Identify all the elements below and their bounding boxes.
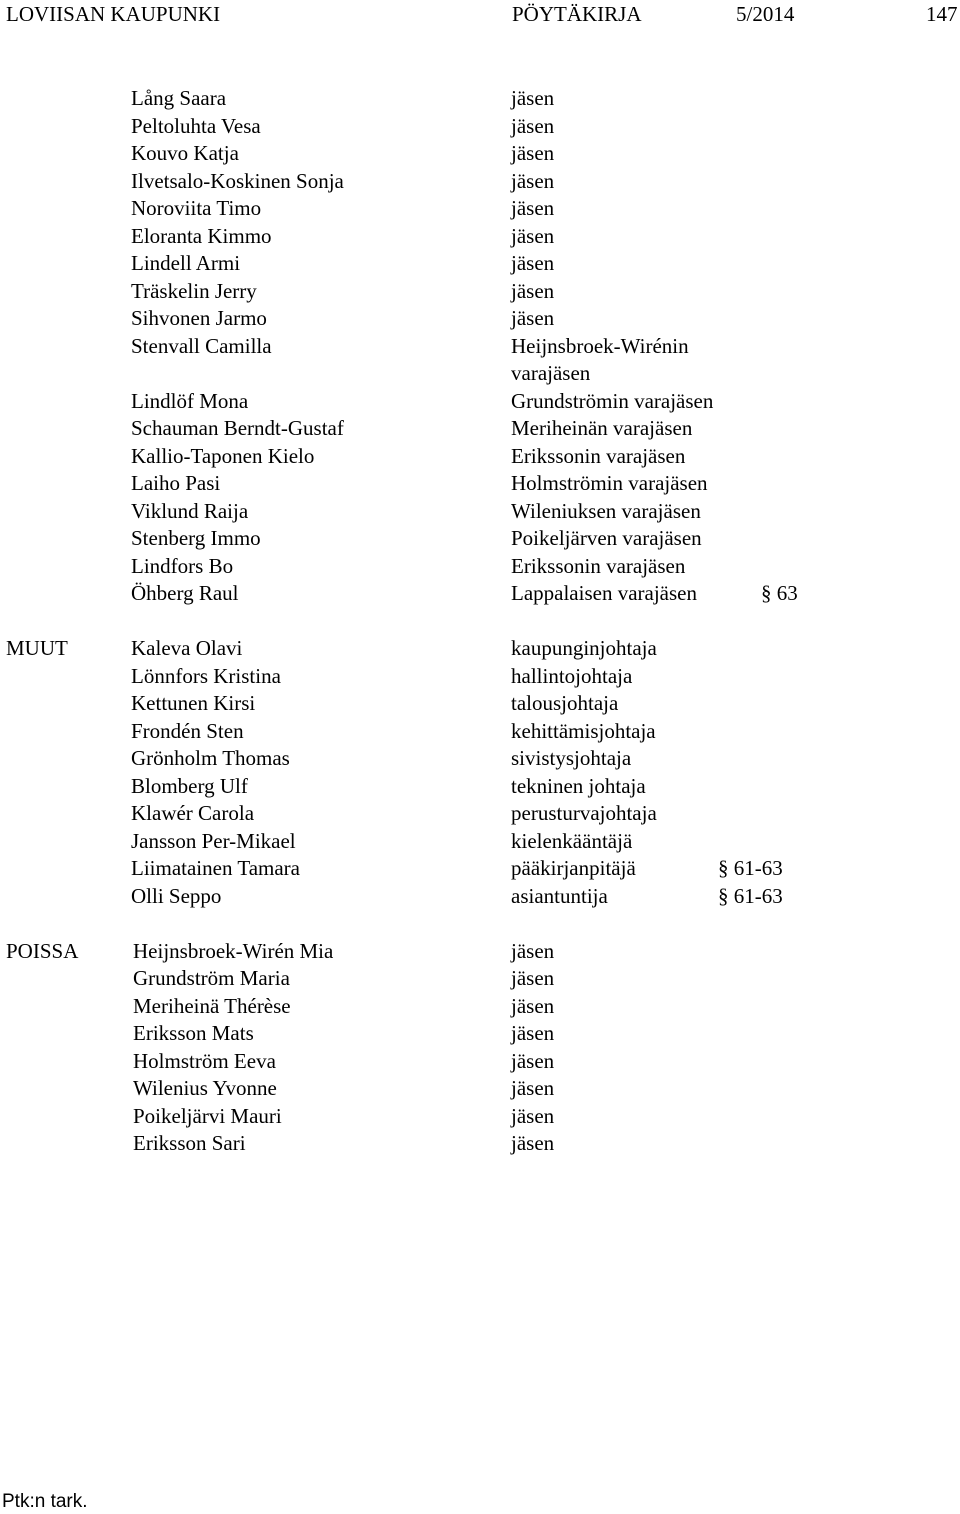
absent-name: Wilenius Yvonne bbox=[133, 1076, 277, 1100]
person-name: Jansson Per-Mikael bbox=[131, 829, 296, 853]
absent-role: jäsen bbox=[511, 994, 555, 1018]
absent-name: Grundström Maria bbox=[133, 966, 290, 990]
member-role: Lappalaisen varajäsen bbox=[511, 581, 697, 605]
member-name: Eloranta Kimmo bbox=[131, 224, 272, 248]
member-role: jäsen bbox=[511, 169, 555, 193]
member-name: Noroviita Timo bbox=[131, 196, 262, 220]
document-type: PÖYTÄKIRJA bbox=[512, 2, 642, 26]
member-name: Stenvall Camilla bbox=[131, 334, 272, 358]
member-role: jäsen bbox=[511, 224, 555, 248]
member-role: jäsen bbox=[511, 141, 555, 165]
absent-name: Holmström Eeva bbox=[133, 1049, 276, 1073]
absent-role: jäsen bbox=[511, 1104, 555, 1128]
person-name: Grönholm Thomas bbox=[131, 746, 290, 770]
section-label-poissa: POISSA bbox=[6, 939, 79, 963]
organization-name: LOVIISAN KAUPUNKI bbox=[6, 2, 221, 26]
absent-name: Eriksson Mats bbox=[133, 1021, 254, 1045]
person-title: kaupunginjohtaja bbox=[511, 636, 657, 660]
member-name: Peltoluhta Vesa bbox=[131, 114, 261, 138]
member-role: Wileniuksen varajäsen bbox=[511, 499, 701, 523]
person-name: Kettunen Kirsi bbox=[131, 691, 256, 715]
person-name: Olli Seppo bbox=[131, 884, 222, 908]
section-reference: § 63 bbox=[761, 581, 798, 605]
member-name: Sihvonen Jarmo bbox=[131, 306, 267, 330]
member-role: jäsen bbox=[511, 114, 555, 138]
absent-name: Heijnsbroek-Wirén Mia bbox=[133, 939, 334, 963]
member-name: Lindfors Bo bbox=[131, 554, 234, 578]
person-title: sivistysjohtaja bbox=[511, 746, 632, 770]
section-reference: § 61-63 bbox=[718, 856, 783, 880]
person-title: asiantuntija bbox=[511, 884, 608, 908]
member-name: Lång Saara bbox=[131, 86, 227, 110]
member-name: Ilvetsalo-Koskinen Sonja bbox=[131, 169, 344, 193]
person-title: perusturvajohtaja bbox=[511, 801, 657, 825]
section-label-muut: MUUT bbox=[6, 636, 68, 660]
issue-number: 5/2014 bbox=[736, 2, 795, 26]
member-role: Poikeljärven varajäsen bbox=[511, 526, 702, 550]
member-role: jäsen bbox=[511, 86, 555, 110]
member-name: Träskelin Jerry bbox=[131, 279, 257, 303]
member-role: Meriheinän varajäsen bbox=[511, 416, 693, 440]
person-title: talousjohtaja bbox=[511, 691, 619, 715]
absent-name: Poikeljärvi Mauri bbox=[133, 1104, 282, 1128]
absent-name: Eriksson Sari bbox=[133, 1131, 246, 1155]
page-number: 147 bbox=[926, 2, 958, 26]
member-name: Kallio-Taponen Kielo bbox=[131, 444, 315, 468]
member-name: Lindlöf Mona bbox=[131, 389, 249, 413]
member-role: jäsen bbox=[511, 279, 555, 303]
person-title: kielenkääntäjä bbox=[511, 829, 633, 853]
member-role: Erikssonin varajäsen bbox=[511, 554, 686, 578]
absent-role: jäsen bbox=[511, 966, 555, 990]
person-name: Blomberg Ulf bbox=[131, 774, 248, 798]
absent-name: Meriheinä Thérèse bbox=[133, 994, 291, 1018]
absent-role: jäsen bbox=[511, 1049, 555, 1073]
person-title: hallintojohtaja bbox=[511, 664, 633, 688]
member-name: Kouvo Katja bbox=[131, 141, 239, 165]
absent-role: jäsen bbox=[511, 1021, 555, 1045]
member-name: Viklund Raija bbox=[131, 499, 249, 523]
member-name: Laiho Pasi bbox=[131, 471, 221, 495]
member-name: Schauman Berndt-Gustaf bbox=[131, 416, 344, 440]
person-name: Lönnfors Kristina bbox=[131, 664, 281, 688]
person-title: pääkirjanpitäjä bbox=[511, 856, 636, 880]
absent-role: jäsen bbox=[511, 1076, 555, 1100]
person-name: Liimatainen Tamara bbox=[131, 856, 300, 880]
person-title: tekninen johtaja bbox=[511, 774, 646, 798]
member-role: jäsen bbox=[511, 251, 555, 275]
member-name: Lindell Armi bbox=[131, 251, 241, 275]
member-role: varajäsen bbox=[511, 361, 591, 385]
person-name: Frondén Sten bbox=[131, 719, 244, 743]
member-role: Erikssonin varajäsen bbox=[511, 444, 686, 468]
person-name: Kaleva Olavi bbox=[131, 636, 243, 660]
member-name: Öhberg Raul bbox=[131, 581, 239, 605]
section-reference: § 61-63 bbox=[718, 884, 783, 908]
absent-role: jäsen bbox=[511, 1131, 555, 1155]
member-role: Heijnsbroek-Wirénin bbox=[511, 334, 689, 358]
member-role: jäsen bbox=[511, 306, 555, 330]
person-name: Klawér Carola bbox=[131, 801, 255, 825]
absent-role: jäsen bbox=[511, 939, 555, 963]
member-role: jäsen bbox=[511, 196, 555, 220]
member-name: Stenberg Immo bbox=[131, 526, 261, 550]
member-role: Holmströmin varajäsen bbox=[511, 471, 708, 495]
person-title: kehittämisjohtaja bbox=[511, 719, 656, 743]
minutes-verification-label: Ptk:n tark. bbox=[2, 1491, 88, 1512]
member-role: Grundströmin varajäsen bbox=[511, 389, 714, 413]
